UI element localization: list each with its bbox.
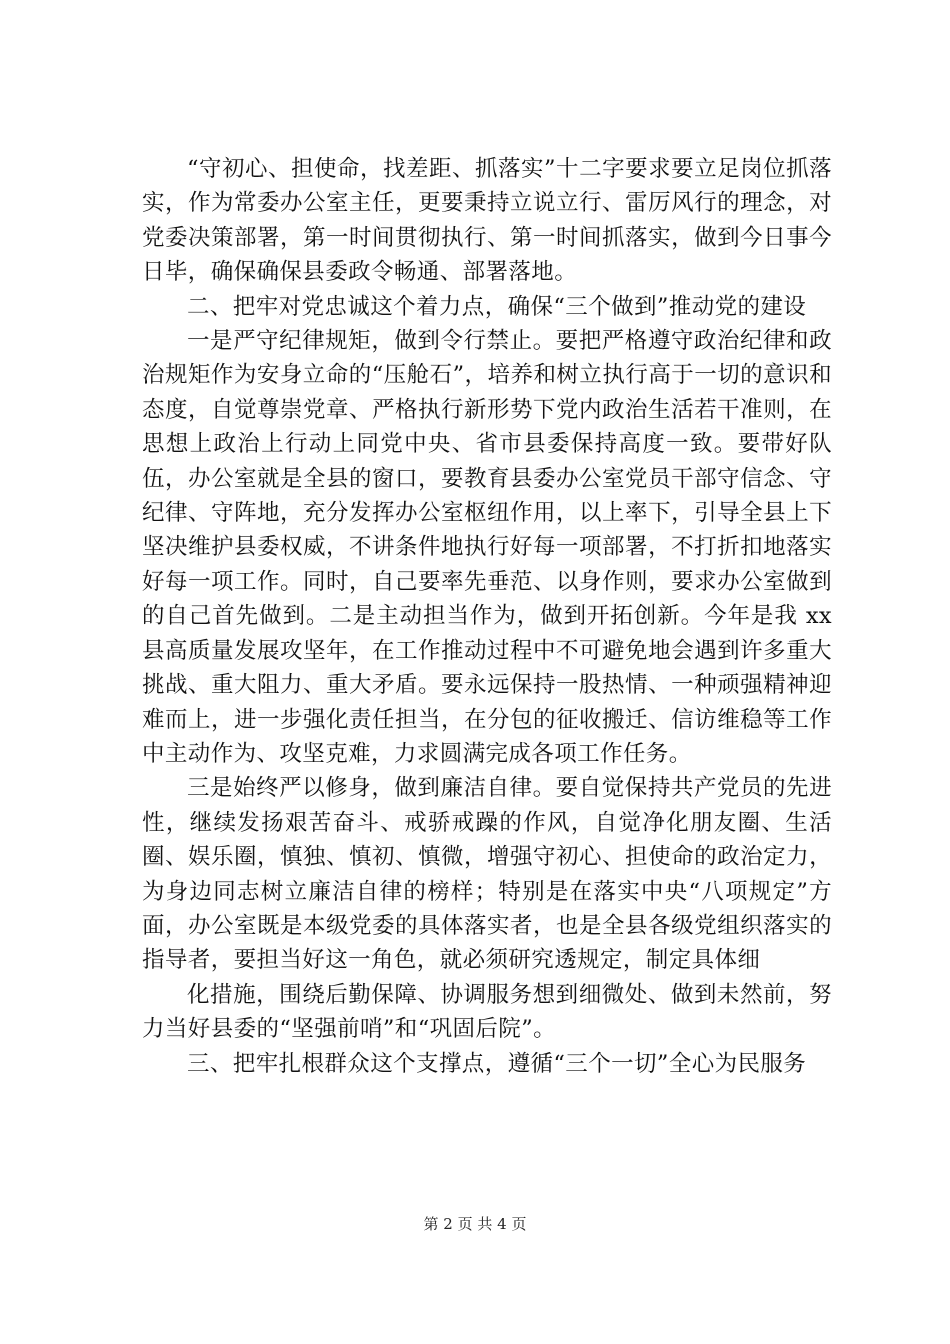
- paragraph-4: 三是始终严以修身，做到廉洁自律。要自觉保持共产党员的先进性，继续发扬艰苦奋斗、戒骄戒躁的作风，自觉净化朋友圈、生活圈、娱乐圈，慎独、慎初、慎微，增强守初心、担使命的政治定力，为身边同志树立廉洁自律的榜样；特别是在落实中央“八项规定”方面，办公室既是本级党委的具体落实者，也是全县各级党组织落实的指导者，要担当好这一角色，就必须研究透规定，制定具体细: [142, 775, 832, 974]
- document-body: [142, 152, 832, 1081]
- paragraph-1: “守初心、担使命，找差距、抓落实”十二字要求要立足岗位抓落实，作为常委办公室主任，更要秉持立说立行、雷厉风行的理念，对党委决策部署，第一时间贯彻执行、第一时间抓落实，做到今日事今日毕，确保确保县委政令畅通、部署落地。: [142, 156, 832, 286]
- paragraph-5: 化措施，围绕后勤保障、协调服务想到细微处、做到未然前，努力当好县委的“坚强前哨”和“巩固后院”。: [142, 981, 832, 1043]
- section-heading-2: 二、把牢对党忠诚这个着力点，确保“三个做到”推动党的建设: [187, 293, 807, 320]
- page-number-label: 第 2 页 共 4 页: [423, 1215, 527, 1233]
- paragraph-3: 一是严守纪律规矩，做到令行禁止。要把严格遵守政治纪律和政治规矩作为安身立命的“压舱石”，培养和树立执行高于一切的意识和态度，自觉尊崇党章、严格执行新形势下党内政治生活若干准则，在思想上政治上行动上同党中央、省市县委保持高度一致。要带好队伍，办公室就是全县的窗口，要教育县委办公室党员干部守信念、守纪律、守阵地，充分发挥办公室枢纽作用，以上率下，引导全县上下坚决维护县委权威，不讲条件地执行好每一项部署，不打折扣地落实好每一项工作。同时，自己要率先垂范、以身作则，要求办公室做到的自己首先做到。二是主动担当作为，做到开拓创新。今年是我 xx 县高质量发展攻坚年，在工作推动过程中不可避免地会遇到许多重大挑战、重大阻力、重大矛盾。要永远保持一股热情、一种顽强精神迎难而上，进一步强化责任担当，在分包的征收搬迁、信访维稳等工作中主动作为、攻坚克难，力求圆满完成各项工作任务。: [142, 328, 832, 767]
- page-footer: [0, 1213, 950, 1234]
- section-heading-3: 三、把牢扎根群众这个支撑点，遵循“三个一切”全心为民服务: [187, 1050, 807, 1077]
